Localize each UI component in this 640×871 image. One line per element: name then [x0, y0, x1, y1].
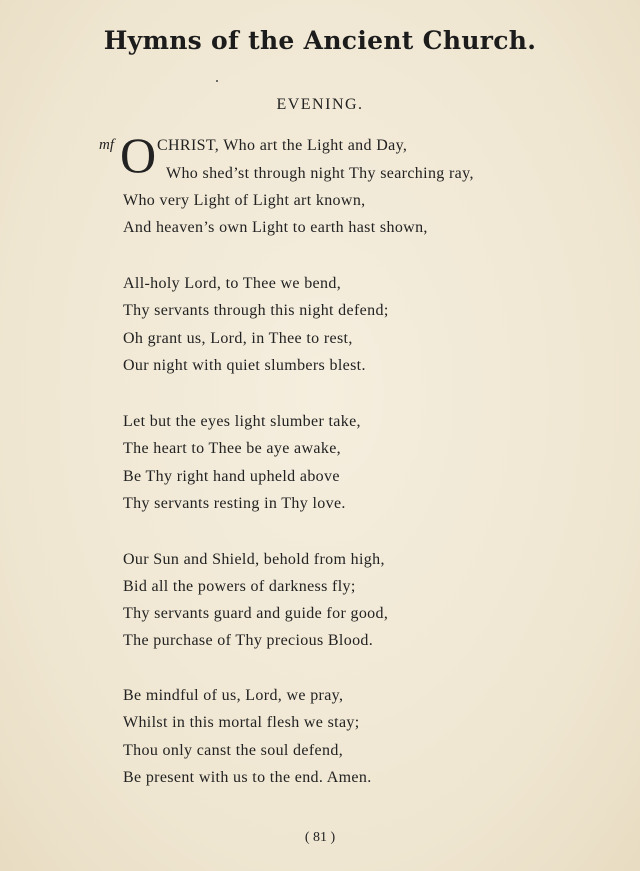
ink-dot [216, 80, 218, 82]
verse-line: Thy servants guard and guide for good, [123, 605, 389, 622]
drop-cap: O [120, 127, 157, 183]
verse-line: Our night with quiet slumbers blest. [123, 357, 366, 374]
verse-line: CHRIST, Who art the Light and Day, [157, 137, 408, 154]
verse-line: Who very Light of Light art known, [123, 192, 366, 209]
verse-line: Who shed’st through night Thy searching ray, [166, 165, 474, 182]
verse-line: And heaven’s own Light to earth hast shown, [123, 219, 428, 236]
running-header: Hymns of the Ancient Church. [103, 26, 537, 55]
verse-line: All-holy Lord, to Thee we bend, [123, 275, 342, 292]
hymn-title: EVENING. [276, 96, 364, 113]
verse-line: The heart to Thee be aye awake, [123, 440, 341, 457]
verse-line: Be Thy right hand upheld above [123, 468, 340, 485]
verse-line: Let but the eyes light slumber take, [123, 413, 361, 430]
verse-line: Thou only canst the soul defend, [123, 742, 344, 759]
verse-line: Thy servants through this night defend; [123, 302, 389, 319]
verse-line: The purchase of Thy precious Blood. [123, 632, 374, 649]
verse-line: Be present with us to the end. Amen. [123, 769, 372, 786]
verse-line: Thy servants resting in Thy love. [123, 495, 346, 512]
verse-line: Our Sun and Shield, behold from high, [123, 551, 385, 568]
dynamic-marking: mf [99, 137, 114, 153]
verse-line: Bid all the powers of darkness fly; [123, 578, 356, 595]
verse-line: Be mindful of us, Lord, we pray, [123, 687, 344, 704]
page-number: ( 81 ) [304, 830, 336, 845]
verse-line: Oh grant us, Lord, in Thee to rest, [123, 330, 353, 347]
verse-line: Whilst in this mortal flesh we stay; [123, 714, 360, 731]
